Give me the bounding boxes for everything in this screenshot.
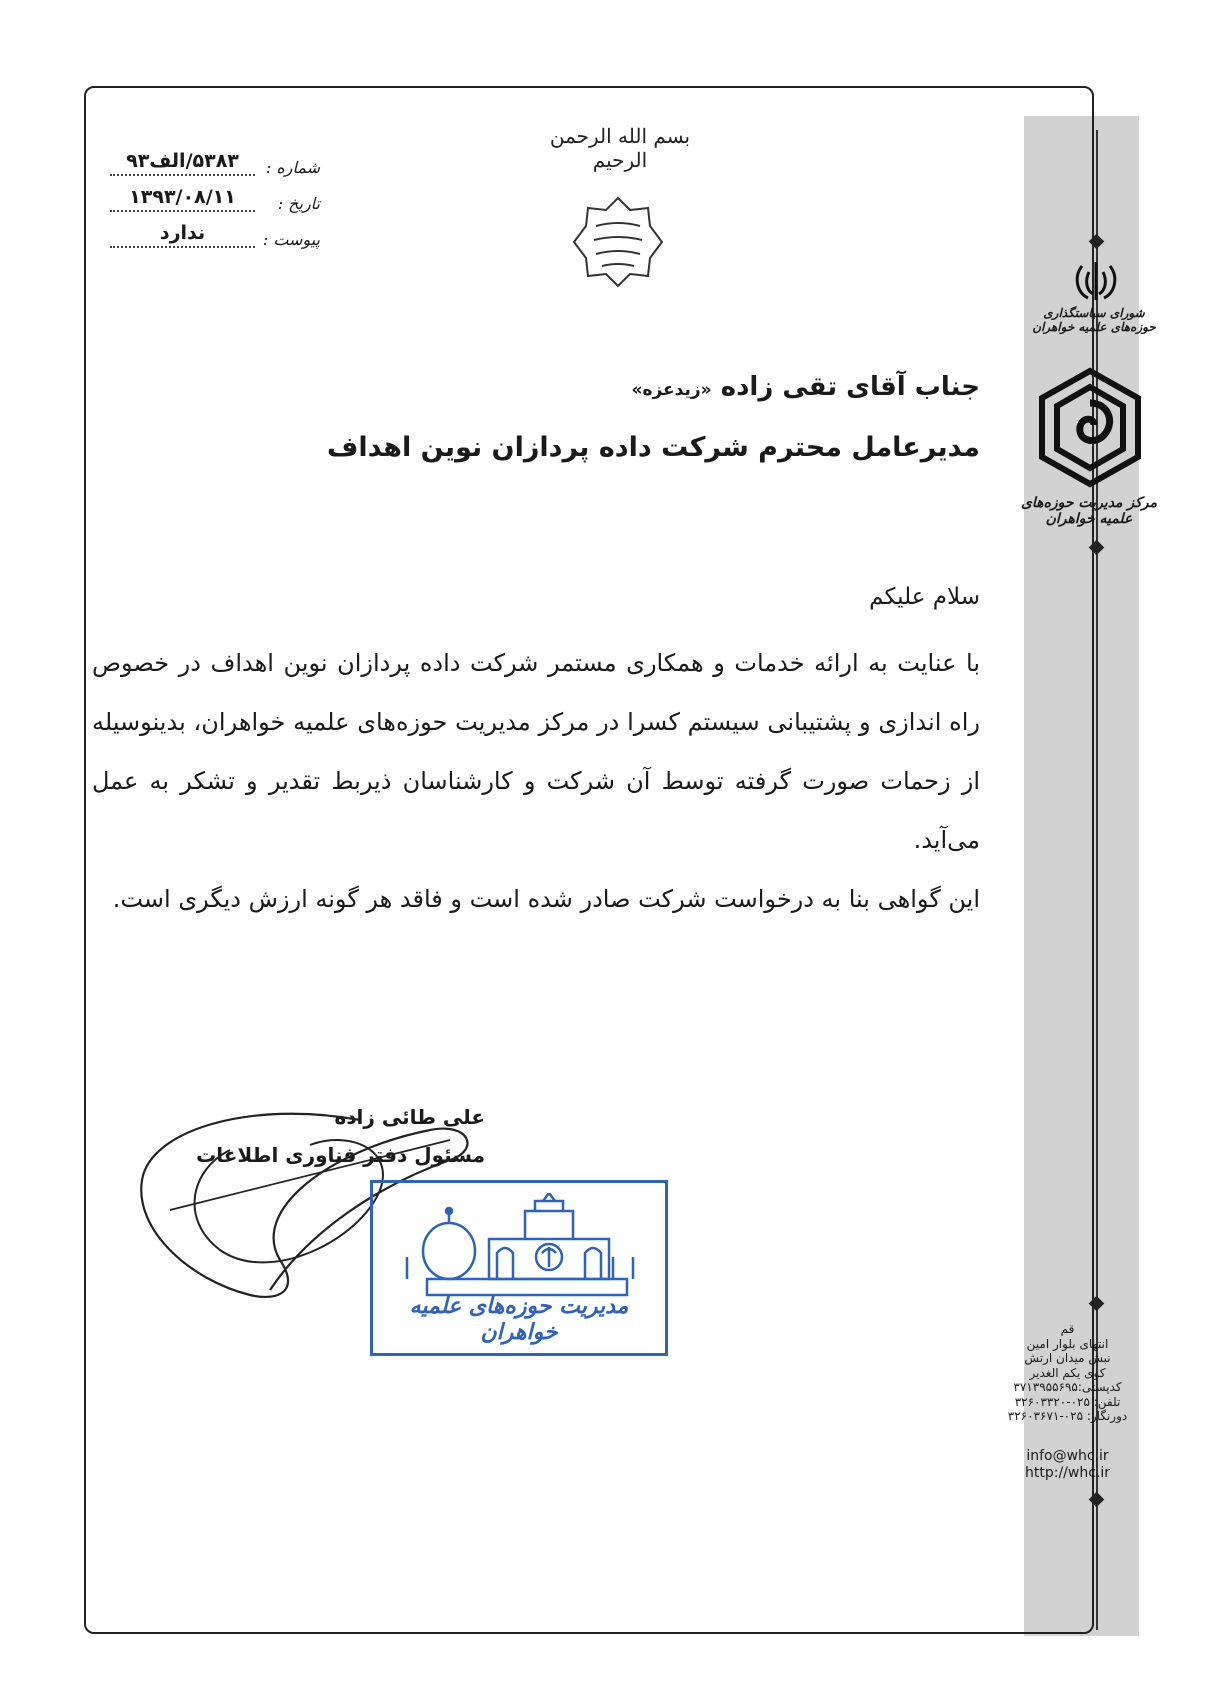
addressee-line: [200, 372, 980, 402]
addressee-honorific: «زیدعزه»: [631, 380, 712, 400]
address-line: قم: [1060, 1322, 1075, 1336]
address-line: کوی یکم الغدیر: [1029, 1365, 1106, 1380]
letter-meta: [110, 150, 320, 258]
letter-attachment: ندارد: [110, 222, 255, 248]
women-seminaries-logo: [1030, 365, 1150, 490]
signer-title: مسئول دفتر فناوری اطلاعات: [196, 1143, 485, 1167]
official-stamp: [370, 1180, 668, 1356]
meta-row-attachment: [110, 222, 320, 258]
slogan-seal-icon: [572, 196, 664, 288]
contact-block: [990, 1448, 1145, 1482]
stamp-text: مدیریت حوزه‌های علمیه خواهران: [409, 1293, 629, 1345]
address-block: [990, 1322, 1145, 1424]
website-link[interactable]: http://whc.ir: [1024, 1465, 1110, 1481]
letter-body: [92, 634, 980, 929]
address-line: نبش میدان ارتش: [1024, 1351, 1111, 1365]
postal-code: کدپستی:۳۷۱۳۹۵۵۶۹۵: [1013, 1380, 1122, 1394]
fax-number: دورنگار: ۰۲۵-۳۲۶۰۳۶۷۱: [1007, 1409, 1128, 1423]
number-label: شماره :: [265, 158, 320, 177]
iran-emblem-icon: [1072, 258, 1120, 304]
center-name: مرکز مدیریت حوزه‌های علمیه خواهران: [1020, 495, 1158, 527]
salutation: سلام علیکم: [869, 584, 980, 610]
address-line: انتهای بلوار امین: [1026, 1336, 1109, 1351]
meta-row-date: [110, 186, 320, 222]
attachment-label: پیوست :: [262, 230, 320, 249]
council-name: شورای سیاستگذاری حوزه‌های علمیه خواهران: [1032, 306, 1156, 334]
email-link[interactable]: info@whc.ir: [1026, 1448, 1109, 1464]
bismillah-calligraphy: بسم الله الرحمن الرحیم: [549, 124, 691, 172]
letter-date: ۱۳۹۳/۰۸/۱۱: [110, 186, 255, 212]
phone-number: تلفن: ۰۲۵-۳۲۶۰۳۳۲۰: [1014, 1394, 1121, 1409]
body-paragraph: این گواهی بنا به درخواست شرکت صادر شده است و فاقد هر گونه ارزش دیگری است.: [112, 885, 980, 913]
body-paragraph: با عنایت به ارائه خدمات و همکاری مستمر شرکت داده پردازان نوین اهداف در خصوص راه اندازی و پشتیبانی سیستم کسرا در مرکز مدیریت حوزه‌های علمیه خواهران، بدینوسیله از زحمات صورت گرفته توسط آن شرکت و کارشناسان ذیربط تقدیر و تشکر به عمل می‌آید.: [92, 649, 980, 854]
signer-name: علی طائی زاده: [334, 1105, 485, 1129]
letter-number: ۵۳۸۳/الف۹۳: [110, 150, 255, 176]
stamp-building-icon: [397, 1193, 643, 1298]
date-label: تاریخ :: [277, 194, 320, 213]
addressee-name: جناب آقای تقی زاده: [720, 372, 980, 402]
company-line: مدیرعامل محترم شرکت داده پردازان نوین اهداف: [327, 432, 980, 463]
meta-row-number: [110, 150, 320, 186]
